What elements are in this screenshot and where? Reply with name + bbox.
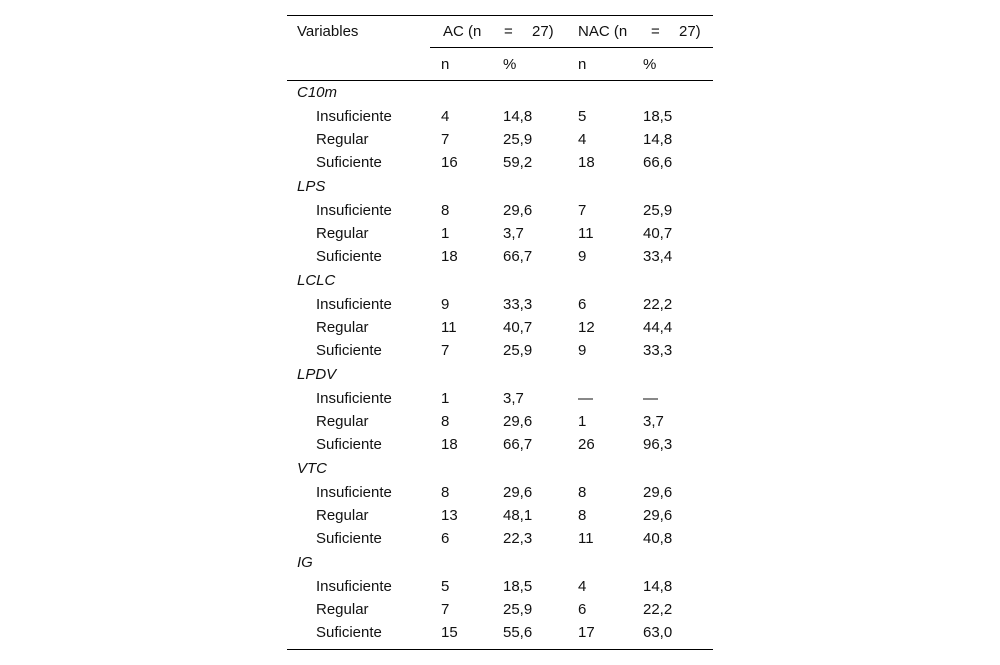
header-nac-label: NAC (n <box>578 23 628 40</box>
cell-ac-pct: 18,5 <box>503 578 533 595</box>
cell-ac-n: 4 <box>441 108 450 125</box>
cell-ac-pct: 3,7 <box>503 390 524 407</box>
cell-nac-n: 6 <box>578 601 587 618</box>
cell-nac-pct: — <box>643 390 658 407</box>
cell-ac-n: 5 <box>441 578 450 595</box>
cell-ac-pct: 66,7 <box>503 436 533 453</box>
cell-ac-n: 7 <box>441 601 450 618</box>
variable-group <box>287 83 713 177</box>
cell-nac-n: 11 <box>578 530 594 547</box>
cell-ac-pct: 25,9 <box>503 601 533 618</box>
cell-nac-pct: 29,6 <box>643 507 673 524</box>
cell-ac-pct: 14,8 <box>503 108 533 125</box>
row-label: Regular <box>316 225 369 242</box>
cell-ac-pct: 22,3 <box>503 530 533 547</box>
variable-group <box>287 271 713 365</box>
subheader-ac-n: n <box>441 56 450 73</box>
cell-ac-pct: 29,6 <box>503 202 533 219</box>
row-label: Insuficiente <box>316 202 392 219</box>
cell-ac-pct: 55,6 <box>503 624 533 641</box>
header-ac-value: 27) <box>532 23 554 40</box>
cell-nac-pct: 22,2 <box>643 601 673 618</box>
cell-nac-n: 4 <box>578 131 587 148</box>
cell-nac-pct: 66,6 <box>643 154 673 171</box>
cell-ac-n: 15 <box>441 624 458 641</box>
cell-ac-n: 9 <box>441 296 450 313</box>
cell-nac-n: 6 <box>578 296 587 313</box>
cell-nac-n: 17 <box>578 624 595 641</box>
cell-ac-pct: 29,6 <box>503 484 533 501</box>
cell-ac-pct: 29,6 <box>503 413 533 430</box>
table-row <box>287 248 713 271</box>
cell-nac-pct: 25,9 <box>643 202 673 219</box>
group-name: C10m <box>297 84 338 101</box>
cell-nac-pct: 29,6 <box>643 484 673 501</box>
cell-nac-n: 11 <box>578 225 594 242</box>
cell-nac-n: 9 <box>578 342 587 359</box>
cell-ac-n: 11 <box>441 319 457 336</box>
row-label: Insuficiente <box>316 390 392 407</box>
row-label: Regular <box>316 319 369 336</box>
cell-nac-pct: 14,8 <box>643 578 673 595</box>
cell-nac-n: 18 <box>578 154 595 171</box>
header-nac-value: 27) <box>679 23 701 40</box>
group-name: LPDV <box>297 366 337 383</box>
cell-nac-n: 8 <box>578 507 587 524</box>
cell-nac-pct: 33,4 <box>643 248 673 265</box>
cell-nac-pct: 22,2 <box>643 296 673 313</box>
cell-nac-n: 9 <box>578 248 587 265</box>
cell-nac-pct: 40,7 <box>643 225 673 242</box>
table-row <box>287 507 713 530</box>
header-ac-eq: = <box>504 23 513 40</box>
cell-ac-n: 1 <box>441 225 450 242</box>
cell-nac-n: 5 <box>578 108 587 125</box>
row-label: Insuficiente <box>316 108 392 125</box>
table-row <box>287 390 713 413</box>
cell-nac-n: 12 <box>578 319 595 336</box>
variable-group <box>287 459 713 553</box>
cell-nac-pct: 18,5 <box>643 108 673 125</box>
header-group-rule <box>430 47 713 48</box>
group-name: LPS <box>297 178 326 195</box>
cell-nac-n: 4 <box>578 578 587 595</box>
cell-nac-pct: 33,3 <box>643 342 673 359</box>
group-name: LCLC <box>297 272 336 289</box>
cell-ac-n: 18 <box>441 436 458 453</box>
table-row <box>287 484 713 507</box>
cell-ac-pct: 48,1 <box>503 507 533 524</box>
table-bottom-rule <box>287 649 713 650</box>
cell-nac-pct: 96,3 <box>643 436 673 453</box>
cell-ac-pct: 3,7 <box>503 225 524 242</box>
row-label: Regular <box>316 413 369 430</box>
variable-group <box>287 177 713 271</box>
cell-nac-n: 26 <box>578 436 595 453</box>
header-variables: Variables <box>297 23 359 40</box>
row-label: Regular <box>316 507 369 524</box>
header-bottom-rule <box>287 80 713 81</box>
cell-nac-pct: 63,0 <box>643 624 673 641</box>
cell-ac-n: 8 <box>441 202 450 219</box>
row-label: Regular <box>316 601 369 618</box>
subheader-ac-pct: % <box>503 56 517 73</box>
cell-ac-pct: 66,7 <box>503 248 533 265</box>
cell-nac-pct: 40,8 <box>643 530 673 547</box>
table-row <box>287 319 713 342</box>
header-nac-eq: = <box>651 23 660 40</box>
cell-ac-n: 6 <box>441 530 450 547</box>
cell-ac-n: 8 <box>441 413 450 430</box>
table-row <box>287 296 713 319</box>
cell-ac-n: 1 <box>441 390 450 407</box>
cell-nac-pct: 3,7 <box>643 413 664 430</box>
subheader-nac-n: n <box>578 56 587 73</box>
cell-nac-n: 8 <box>578 484 587 501</box>
table-row <box>287 413 713 436</box>
table-row <box>287 530 713 553</box>
header-ac-label: AC (n <box>443 23 482 40</box>
cell-ac-pct: 33,3 <box>503 296 533 313</box>
table-row <box>287 601 713 624</box>
cell-ac-pct: 40,7 <box>503 319 533 336</box>
cell-ac-pct: 25,9 <box>503 342 533 359</box>
cell-ac-n: 8 <box>441 484 450 501</box>
cell-nac-n: — <box>578 390 593 407</box>
cell-ac-n: 7 <box>441 131 450 148</box>
cell-ac-n: 13 <box>441 507 458 524</box>
table-row <box>287 225 713 248</box>
table-body <box>287 83 713 647</box>
variable-group <box>287 553 713 647</box>
table-row <box>287 202 713 225</box>
row-label: Insuficiente <box>316 578 392 595</box>
table-row <box>287 108 713 131</box>
group-name: VTC <box>297 460 327 477</box>
cell-ac-pct: 25,9 <box>503 131 533 148</box>
cell-ac-pct: 59,2 <box>503 154 533 171</box>
row-label: Suficiente <box>316 624 382 641</box>
table-row <box>287 131 713 154</box>
subheader-nac-pct: % <box>643 56 657 73</box>
row-label: Regular <box>316 131 369 148</box>
table-top-rule <box>287 15 713 16</box>
row-label: Suficiente <box>316 530 382 547</box>
row-label: Suficiente <box>316 154 382 171</box>
cell-ac-n: 7 <box>441 342 450 359</box>
row-label: Suficiente <box>316 342 382 359</box>
cell-ac-n: 16 <box>441 154 458 171</box>
table-row <box>287 342 713 365</box>
row-label: Insuficiente <box>316 484 392 501</box>
table-row <box>287 154 713 177</box>
cell-ac-n: 18 <box>441 248 458 265</box>
row-label: Insuficiente <box>316 296 392 313</box>
cell-nac-n: 7 <box>578 202 587 219</box>
table-row <box>287 578 713 601</box>
table-row <box>287 436 713 459</box>
group-name: IG <box>297 554 313 571</box>
cell-nac-n: 1 <box>578 413 587 430</box>
row-label: Suficiente <box>316 248 382 265</box>
cell-nac-pct: 14,8 <box>643 131 673 148</box>
variable-group <box>287 365 713 459</box>
cell-nac-pct: 44,4 <box>643 319 673 336</box>
row-label: Suficiente <box>316 436 382 453</box>
table-row <box>287 624 713 647</box>
